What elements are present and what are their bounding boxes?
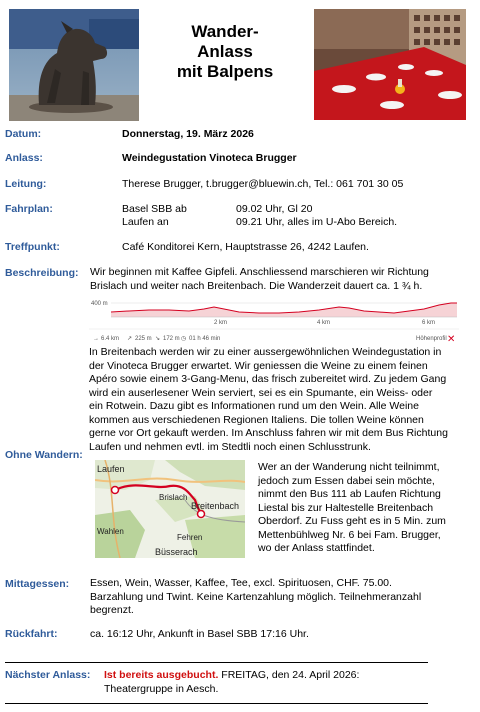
ohne-line: jedoch zum Essen dabei sein möchte, <box>258 474 435 487</box>
fahrplan-place-2: Laufen an <box>122 216 169 228</box>
divider-bottom <box>5 703 428 704</box>
body-line: Laufen und nehmen evtl. im Stedtli noch einen Schlusstrunk. <box>89 440 371 453</box>
mittagessen-line: Barzahlung und Twint. Keine Kartenzahlung möglich. Teilnehmeranzahl <box>90 590 422 603</box>
ohne-line: nimmt den Bus 111 ab Laufen Richtung <box>258 488 441 500</box>
descent-icon: ↘ <box>155 336 161 342</box>
profile-x-tick: 2 km <box>214 320 228 326</box>
label-fahrplan: Fahrplan: <box>5 203 53 215</box>
body-line: In Breitenbach werden wir zu einer aussergewöhnlichen Weindegustation in <box>89 346 442 358</box>
fahrplan-place-1: Basel SBB ab <box>122 203 187 215</box>
body-line: ein Rotwein. Dazu gibt es Informationen rund um den Wein. Alle Weine <box>89 400 419 412</box>
intro-line: Brislach und weiter nach Breitenbach. Die Wanderzeit dauert ca. 1 ¾ h. <box>90 279 423 292</box>
next-event-name: Theatergruppe in Aesch. <box>104 683 219 695</box>
dog-statue-photo <box>9 9 139 121</box>
title-line-3: mit Balpens <box>176 62 274 81</box>
close-icon[interactable]: ✕ <box>447 334 456 345</box>
value-anlass: Weindegustation Vinoteca Brugger <box>122 152 297 164</box>
ohne-line: Liestal bis zur Haltestelle Breitenbach <box>258 501 434 514</box>
label-naechster-anlass: Nächster Anlass: <box>5 669 91 681</box>
map-label: Büsserach <box>155 547 198 557</box>
naechster-anlass-text <box>104 669 476 682</box>
ohne-line: wo der Anlass stattfindet. <box>258 542 375 554</box>
body-line: der Vinoteca Brugger erwartet. Wir geniessen die Weine zu einem feinen <box>89 359 428 372</box>
profile-stat-descent: 172 m <box>163 336 180 342</box>
title-line-2: Anlass <box>197 42 253 61</box>
mittagessen-line: begrenzt. <box>90 604 134 616</box>
profile-stat-ascent: 225 m <box>135 336 152 342</box>
page-title <box>140 22 310 82</box>
map-label: Breitenbach <box>191 501 240 511</box>
body-line: kommen aus verschiedenen Regionen Italiens. Die tollen Weine können <box>89 413 424 426</box>
profile-name: Höhenprofil <box>416 336 447 342</box>
route-map <box>95 460 245 558</box>
ohne-line: Oberdorf. Zu Fuss geht es in 5 Min. zum <box>258 515 446 527</box>
mittagessen-text <box>90 577 476 618</box>
booked-out-notice: Ist bereits ausgebucht. <box>104 669 219 681</box>
divider-top <box>5 662 428 663</box>
title-line-1: Wander- <box>191 22 259 41</box>
value-treffpunkt: Café Konditorei Kern, Hauptstrasse 26, 4242 Laufen. <box>122 241 369 253</box>
body-line: gerne vor Ort gekauft werden. Im Anschluss fahren wir mit dem Bus Richtung <box>89 427 448 439</box>
map-label: Fehren <box>177 533 203 542</box>
profile-x-tick: 4 km <box>317 320 331 326</box>
map-label: Brislach <box>159 493 188 502</box>
profile-x-tick: 6 km <box>422 320 436 326</box>
profile-stat-distance: 6.4 km <box>101 336 120 342</box>
profile-y-label: 400 m <box>91 301 108 307</box>
label-ohne-wandern: Ohne Wandern: <box>5 449 83 461</box>
mittagessen-line: Essen, Wein, Wasser, Kaffee, Tee, excl. Spirituosen, CHF. 75.00. <box>90 577 392 589</box>
elevation-profile <box>89 293 459 345</box>
next-event-date: FREITAG, den 24. April 2026: <box>218 669 360 681</box>
beschreibung-intro <box>90 266 476 293</box>
beschreibung-body <box>89 346 477 454</box>
label-mittagessen: Mittagessen: <box>5 578 70 590</box>
label-treffpunkt: Treffpunkt: <box>5 241 60 253</box>
value-datum: Donnerstag, 19. März 2026 <box>122 128 254 140</box>
map-label: Laufen <box>97 464 125 474</box>
label-beschreibung: Beschreibung: <box>5 267 79 279</box>
ohne-line: Mettenbühlweg Nr. 6 bei Fam. Brugger, <box>258 528 441 541</box>
label-anlass: Anlass: <box>5 152 43 164</box>
label-leitung: Leitung: <box>5 178 47 190</box>
label-datum: Datum: <box>5 128 42 140</box>
fahrplan-detail-1: 09.02 Uhr, Gl 20 <box>236 203 313 215</box>
value-rueckfahrt: ca. 16:12 Uhr, Ankunft in Basel SBB 17:16 Uhr. <box>90 628 309 640</box>
body-line: Apéro sowie einem 3-Gang-Menu, das frisch zubereitet wird. Zu jedem Gang <box>89 373 447 385</box>
value-leitung: Therese Brugger, t.brugger@bluewin.ch, Tel.: 061 701 30 05 <box>122 178 404 190</box>
ohne-wandern-text <box>258 461 476 556</box>
fahrplan-detail-2: 09.21 Uhr, alles im U-Abo Bereich. <box>236 216 398 228</box>
body-line: wird ein auserlesener Wein serviert, sei es ein Spumante, ein Weiss- oder <box>89 386 433 399</box>
label-rueckfahrt: Rückfahrt: <box>5 628 58 640</box>
distance-icon: → <box>93 336 99 342</box>
wine-table-photo <box>314 9 466 120</box>
ohne-line: Wer an der Wanderung nicht teilnimmt, <box>258 461 440 473</box>
intro-line: Wir beginnen mit Kaffee Gipfeli. Anschliessend marschieren wir Richtung <box>90 266 429 278</box>
map-label: Wahlen <box>97 527 124 536</box>
clock-icon: ◷ <box>181 336 187 342</box>
profile-stat-duration: 01 h 46 min <box>189 336 221 342</box>
ascent-icon: ↗ <box>127 336 133 342</box>
